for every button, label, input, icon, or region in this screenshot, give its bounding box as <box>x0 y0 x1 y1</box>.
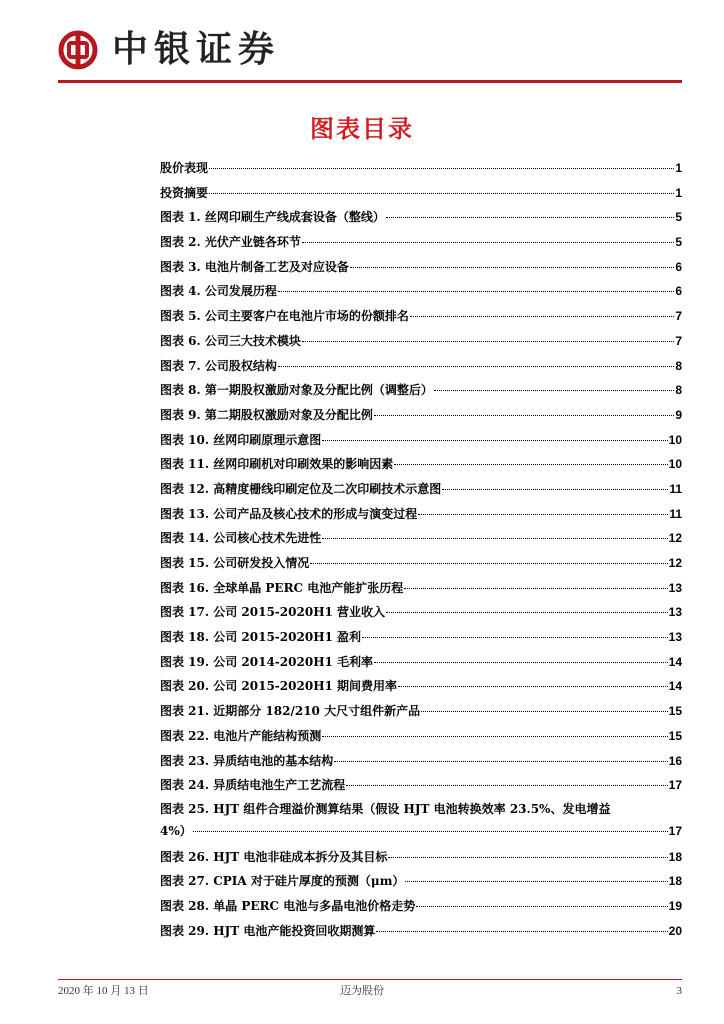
toc-leader-dots <box>421 711 668 712</box>
toc-entry-label: 图表 26. HJT 电池非硅成本拆分及其目标 <box>160 849 388 864</box>
toc-entry-label: 图表 1. 丝网印刷生产线成套设备（整线） <box>160 210 385 225</box>
toc-leader-dots <box>398 686 668 687</box>
toc-entry[interactable] <box>160 845 682 870</box>
toc-leader-dots <box>350 267 674 268</box>
toc-leader-dots <box>193 831 668 832</box>
toc-entry[interactable] <box>160 674 682 699</box>
toc-entry-page: 15 <box>668 704 682 719</box>
toc-entry-label: 图表 7. 公司股权结构 <box>160 358 277 373</box>
toc-entry-label: 图表 8. 第一期股权激励对象及分配比例（调整后） <box>160 383 433 398</box>
footer-page-number: 3 <box>676 985 682 997</box>
toc-entry[interactable] <box>160 181 682 206</box>
toc-entry-label: 图表 12. 高精度栅线印刷定位及二次印刷技术示意图 <box>160 481 442 496</box>
toc-entry[interactable] <box>160 156 682 181</box>
toc-entry-label: 图表 18. 公司 2015-2020H1 盈利 <box>160 630 362 645</box>
toc-leader-dots <box>322 538 667 539</box>
toc-entry-label: 图表 28. 单晶 PERC 电池与多晶电池价格走势 <box>160 898 416 913</box>
toc-entry-label: 图表 3. 电池片制备工艺及对应设备 <box>160 259 349 274</box>
toc-entry-page: 8 <box>675 383 682 398</box>
toc-leader-dots <box>302 242 674 243</box>
toc-entry-page: 13 <box>668 605 682 620</box>
toc-entry-page: 9 <box>675 407 682 422</box>
toc-leader-dots <box>388 857 667 858</box>
toc-entry-page: 18 <box>668 849 682 864</box>
toc-entry[interactable] <box>160 354 682 379</box>
toc-entry[interactable] <box>160 279 682 304</box>
toc-entry-label: 图表 11. 丝网印刷机对印刷效果的影响因素 <box>160 457 394 472</box>
toc-entry-page: 5 <box>675 235 682 250</box>
toc-entry-label: 图表 6. 公司三大技术模块 <box>160 333 301 348</box>
toc-entry-label: 股价表现 <box>160 161 209 175</box>
toc-entry-label: 图表 19. 公司 2014-2020H1 毛利率 <box>160 654 374 669</box>
toc-entry[interactable] <box>160 230 682 255</box>
toc-leader-dots <box>310 563 667 564</box>
toc-leader-dots <box>442 489 668 490</box>
toc-leader-dots <box>209 168 674 169</box>
toc-entry-label: 图表 13. 公司产品及核心技术的形成与演变过程 <box>160 506 418 521</box>
toc-entry[interactable] <box>160 576 682 601</box>
toc-entry-page: 13 <box>668 630 682 645</box>
toc-entry[interactable] <box>160 650 682 675</box>
toc-entry[interactable] <box>160 452 682 477</box>
toc-entry[interactable] <box>160 869 682 894</box>
toc-entry-page: 14 <box>668 679 682 694</box>
toc-leader-dots <box>386 217 674 218</box>
toc-leader-dots <box>209 193 674 194</box>
toc-entry-page: 17 <box>668 778 682 793</box>
page-header <box>0 0 724 90</box>
toc-entry[interactable] <box>160 329 682 354</box>
toc-leader-dots <box>278 291 674 292</box>
toc-entry-page: 12 <box>668 531 682 546</box>
toc-leader-dots <box>334 761 667 762</box>
toc-entry-page: 13 <box>668 580 682 595</box>
toc-entry-page: 5 <box>675 210 682 225</box>
toc-entry-label-continued: 4%） <box>160 823 192 838</box>
toc-entry[interactable] <box>160 699 682 724</box>
toc-entry[interactable] <box>160 919 682 944</box>
toc-entry[interactable] <box>160 600 682 625</box>
toc-entry[interactable] <box>160 798 682 845</box>
toc-entry-label: 图表 22. 电池片产能结构预测 <box>160 728 322 743</box>
toc-leader-dots <box>374 415 674 416</box>
bank-of-china-logo-icon <box>58 30 98 70</box>
toc-entry-label: 图表 9. 第二期股权激励对象及分配比例 <box>160 407 373 422</box>
toc-leader-dots <box>376 931 667 932</box>
toc-entry-label: 图表 24. 异质结电池生产工艺流程 <box>160 778 346 793</box>
toc-leader-dots <box>405 881 667 882</box>
toc-leader-dots <box>302 341 674 342</box>
toc-entry[interactable] <box>160 526 682 551</box>
toc-leader-dots <box>410 316 674 317</box>
toc-leader-dots <box>322 440 667 441</box>
toc-entry-page: 17 <box>668 823 682 838</box>
toc-leader-dots <box>322 736 667 737</box>
toc-entry-page: 11 <box>669 506 682 521</box>
toc-leader-dots <box>346 785 667 786</box>
toc-entry-page: 6 <box>675 259 682 274</box>
toc-entry-page: 7 <box>675 333 682 348</box>
toc-leader-dots <box>394 464 667 465</box>
toc-entry[interactable] <box>160 724 682 749</box>
toc-leader-dots <box>362 637 668 638</box>
toc-leader-dots <box>418 514 668 515</box>
toc-entry[interactable] <box>160 773 682 798</box>
toc-entry[interactable] <box>160 477 682 502</box>
toc-entry[interactable] <box>160 378 682 403</box>
toc-entry-label: 图表 25. HJT 组件合理溢价测算结果（假设 HJT 电池转换效率 23.5%、发电增益 <box>160 801 611 816</box>
toc-leader-dots <box>386 612 668 613</box>
toc-entry-page: 10 <box>668 432 682 447</box>
toc-entry-page: 7 <box>675 309 682 324</box>
toc-entry-page: 10 <box>668 457 682 472</box>
toc-entry-label: 图表 16. 全球单晶 PERC 电池产能扩张历程 <box>160 580 404 595</box>
toc-entry-page: 15 <box>668 728 682 743</box>
toc-entry-page: 12 <box>668 556 682 570</box>
toc-entry-label: 图表 29. HJT 电池产能投资回收期测算 <box>160 923 376 938</box>
footer-divider <box>58 979 682 980</box>
toc-entry-page: 1 <box>675 185 682 200</box>
toc-entry-label: 图表 10. 丝网印刷原理示意图 <box>160 432 322 447</box>
toc-entry-page: 1 <box>675 161 682 175</box>
toc-entry-label: 图表 27. CPIA 对于硅片厚度的预测（μm） <box>160 874 405 889</box>
toc-entry-label: 图表 20. 公司 2015-2020H1 期间费用率 <box>160 679 398 694</box>
toc-entry[interactable] <box>160 428 682 453</box>
toc-entry[interactable] <box>160 551 682 576</box>
toc-title: 图表目录 <box>310 115 414 143</box>
toc-entry-page: 6 <box>675 284 682 299</box>
toc-entry[interactable] <box>160 894 682 919</box>
toc-leader-dots <box>416 906 667 907</box>
toc-leader-dots <box>374 662 668 663</box>
toc-entry-label: 图表 5. 公司主要客户在电池片市场的份额排名 <box>160 309 409 324</box>
toc-entry-label: 图表 14. 公司核心技术先进性 <box>160 531 322 546</box>
toc-leader-dots <box>278 366 674 367</box>
brand-name: 中银证券 <box>112 29 281 70</box>
toc-entry[interactable] <box>160 502 682 527</box>
toc-entry[interactable] <box>160 205 682 230</box>
toc-list <box>160 156 682 943</box>
toc-leader-dots <box>434 390 674 391</box>
toc-entry-page: 18 <box>668 874 682 889</box>
toc-entry-label: 投资摘要 <box>160 185 209 200</box>
toc-entry[interactable] <box>160 403 682 428</box>
toc-entry[interactable] <box>160 625 682 650</box>
toc-entry-page: 8 <box>675 358 682 373</box>
toc-entry-label: 图表 21. 近期部分 182/210 大尺寸组件新产品 <box>160 704 421 719</box>
toc-entry-label: 图表 23. 异质结电池的基本结构 <box>160 753 334 768</box>
toc-entry-page: 11 <box>669 481 682 496</box>
toc-entry-label: 图表 4. 公司发展历程 <box>160 284 277 299</box>
toc-entry-label: 图表 15. 公司研发投入情况 <box>160 556 310 570</box>
toc-leader-dots <box>404 588 667 589</box>
toc-entry[interactable] <box>160 749 682 774</box>
toc-entry-page: 14 <box>668 654 682 669</box>
toc-entry[interactable] <box>160 255 682 280</box>
toc-entry-page: 16 <box>668 753 682 768</box>
footer-company: 迈为股份 <box>340 984 384 997</box>
toc-entry-label: 图表 2. 光伏产业链各环节 <box>160 235 301 250</box>
toc-entry[interactable] <box>160 304 682 329</box>
toc-entry-page: 19 <box>668 898 682 913</box>
header-divider <box>58 80 682 83</box>
toc-entry-page: 20 <box>668 923 682 938</box>
footer-date: 2020 年 10 月 13 日 <box>58 985 149 997</box>
toc-entry-label: 图表 17. 公司 2015-2020H1 营业收入 <box>160 605 386 620</box>
